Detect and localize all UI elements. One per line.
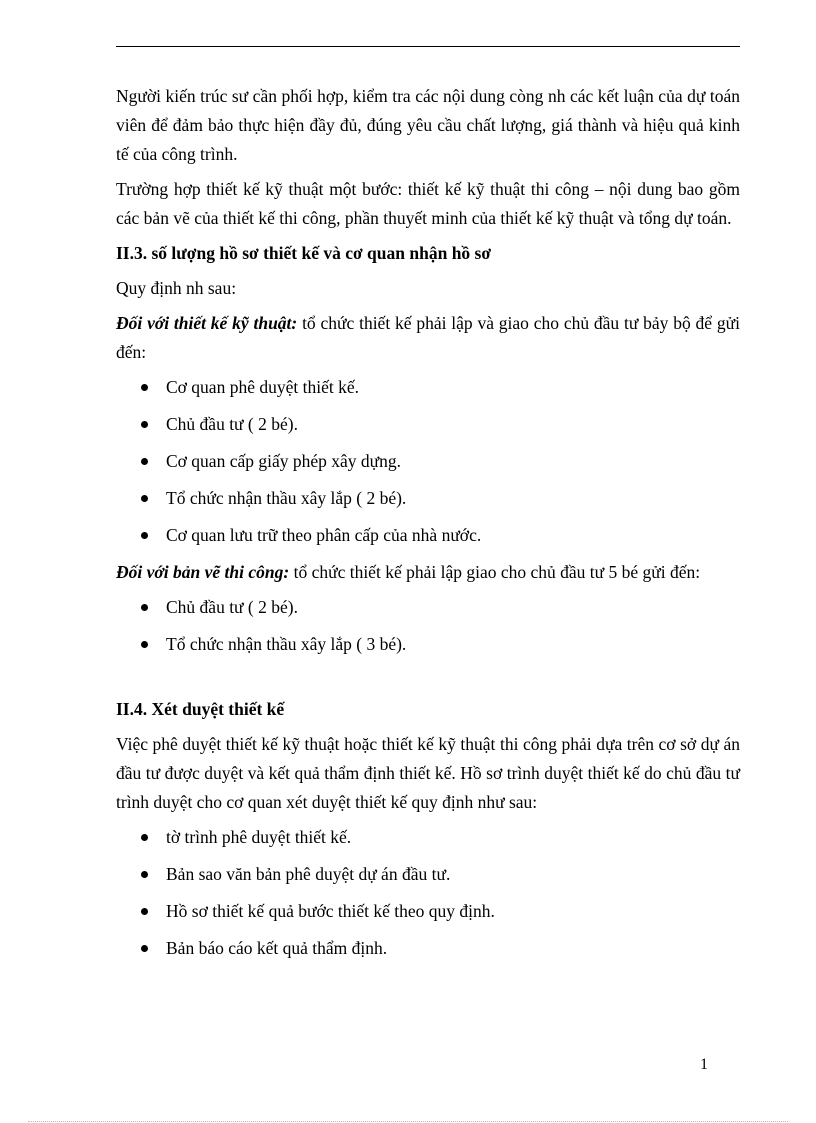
section-spacer <box>116 667 740 695</box>
header-rule <box>116 46 740 47</box>
list-item: Tổ chức nhận thầu xây lắp ( 3 bé). <box>116 630 740 659</box>
page-bottom-edge <box>28 1121 788 1122</box>
construction-drawing-paragraph <box>116 558 740 587</box>
bullet-icon <box>141 871 148 878</box>
bullet-icon <box>141 495 148 502</box>
construction-drawing-recipients <box>116 593 740 659</box>
construction-drawing-lead: Đối với bản vẽ thi công: <box>116 562 290 582</box>
bullet-icon <box>141 834 148 841</box>
list-item: tờ trình phê duyệt thiết kế. <box>116 823 740 852</box>
list-item: Tổ chức nhận thầu xây lắp ( 2 bé). <box>116 484 740 513</box>
list-item: Cơ quan cấp giấy phép xây dựng. <box>116 447 740 476</box>
technical-design-lead: Đối với thiết kế kỹ thuật: <box>116 313 298 333</box>
section-heading-ii4: II.4. Xét duyệt thiết kế <box>116 699 285 719</box>
construction-drawing-text: tổ chức thiết kế phải lập giao cho chủ đầu tư 5 bé gửi đến: <box>289 562 701 582</box>
list-item: Hồ sơ thiết kế quả bước thiết kế theo quy định. <box>116 897 740 926</box>
technical-design-recipients <box>116 373 740 550</box>
paragraph-architect: Người kiến trúc sư cần phối hợp, kiểm tra các nội dung còng nh các kết luận của dự toán viên để đảm bảo thực hiện đầy đủ, đúng yêu cầu chất lượng, giá thành và hiệu quả kinh tế của công trình. <box>116 86 740 164</box>
list-item: Chủ đầu tư ( 2 bé). <box>116 410 740 439</box>
section-ii3-intro: Quy định nh sau: <box>116 278 237 298</box>
bullet-icon <box>141 908 148 915</box>
bullet-icon <box>141 604 148 611</box>
page-number: 1 <box>700 1056 708 1073</box>
bullet-icon <box>141 945 148 952</box>
bullet-icon <box>141 458 148 465</box>
bullet-icon <box>141 384 148 391</box>
list-item: Bản báo cáo kết quả thẩm định. <box>116 934 740 963</box>
bullet-icon <box>141 641 148 648</box>
list-item: Bản sao văn bản phê duyệt dự án đầu tư. <box>116 860 740 889</box>
approval-paragraph: Việc phê duyệt thiết kế kỹ thuật hoặc thiết kế kỹ thuật thi công phải dựa trên cơ sở dự án đầu tư được duyệt và kết quả thẩm định thiết kế. Hồ sơ trình duyệt thiết kế do chủ đầu tư trình duyệt cho cơ quan xét duyệt thiết kế quy định như sau: <box>116 734 740 812</box>
page-body <box>116 82 740 971</box>
list-item: Cơ quan phê duyệt thiết kế. <box>116 373 740 402</box>
technical-design-paragraph <box>116 309 740 367</box>
bullet-icon <box>141 532 148 539</box>
list-item: Chủ đầu tư ( 2 bé). <box>116 593 740 622</box>
bullet-icon <box>141 421 148 428</box>
approval-documents <box>116 823 740 963</box>
list-item: Cơ quan lưu trữ theo phân cấp của nhà nước. <box>116 521 740 550</box>
paragraph-one-step-design: Trường hợp thiết kế kỹ thuật một bước: thiết kế kỹ thuật thi công – nội dung bao gồm các bản vẽ của thiết kế thi công, phần thuyết minh của thiết kế kỹ thuật và tổng dự toán. <box>116 179 740 228</box>
technical-design-text: tổ chức thiết kế phải lập và giao cho chủ đầu tư bảy bộ để gửi đến: <box>116 313 740 362</box>
section-heading-ii3: II.3. số lượng hồ sơ thiết kế và cơ quan nhận hồ sơ <box>116 243 492 263</box>
